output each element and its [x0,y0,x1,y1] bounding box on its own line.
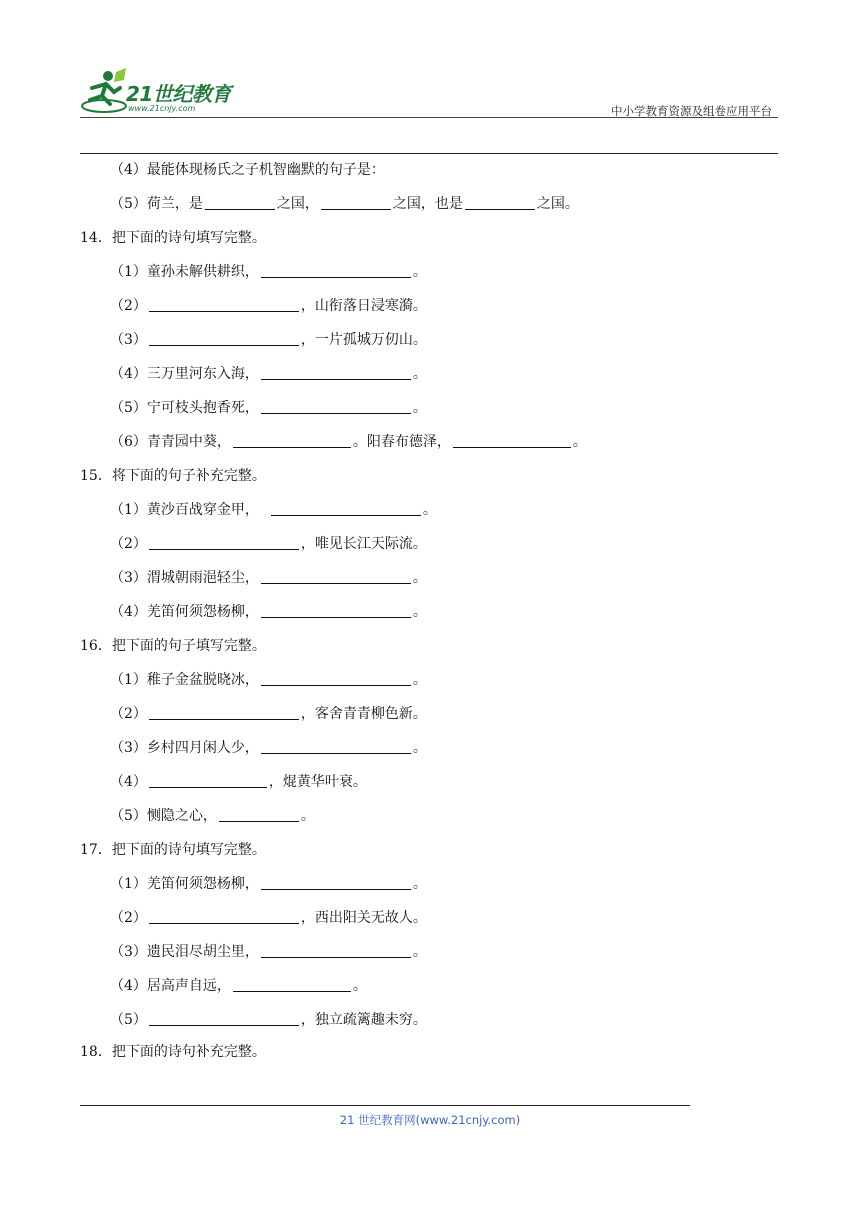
item-number: （5） [110,400,147,416]
answer-blank[interactable] [149,295,299,312]
item-number: （1） [110,672,147,688]
question-item [110,362,427,386]
question-number: 17． [80,842,112,858]
item-text: 。 [422,502,437,518]
item-text: 。阳春布德泽， [352,434,451,450]
question-number: 15． [80,468,112,484]
footer-divider [80,1105,690,1106]
question-heading [80,838,266,862]
answer-blank[interactable] [149,703,299,720]
answer-blank[interactable] [261,363,411,380]
item-text: 渭城朝雨浥轻尘， [146,570,259,586]
answer-blank[interactable] [261,737,411,754]
platform-title: 中小学教育资源及组卷应用平台 [611,104,772,118]
question-heading [80,1040,266,1064]
item-number: （5） [110,1012,147,1028]
item-text: 乡村四月闲人少， [146,740,259,756]
question-text: 把下面的句子填写完整。 [111,638,266,654]
question-item [110,872,427,896]
item-number: （2） [110,706,147,722]
answer-blank[interactable] [233,431,351,448]
page-header [80,66,778,122]
answer-blank[interactable] [149,907,299,924]
site-logo [80,66,250,116]
answer-blank[interactable] [261,397,411,414]
item-number: （1） [110,876,147,892]
item-text: ，独立疏篱趣未穷。 [300,1012,427,1028]
question-item [110,192,579,216]
question-heading [80,634,266,658]
item-number: （5） [110,196,147,212]
question-item [110,294,427,318]
item-text: ，客舍青青柳色新。 [300,706,427,722]
item-number: （4） [110,774,147,790]
item-number: （1） [110,502,147,518]
header-divider [80,117,778,118]
question-number: 14． [80,230,112,246]
answer-blank[interactable] [271,499,421,516]
answer-blank[interactable] [233,975,351,992]
question-item [110,430,587,454]
question-item [110,668,427,692]
question-item [110,940,427,964]
item-text: ，山衔落日浸寒漪。 [300,298,427,314]
question-item [110,328,427,352]
item-text: 荷兰，是 [146,196,203,212]
question-item [110,498,437,522]
item-text: 。 [572,434,587,450]
item-text: 三万里河东入海， [146,366,259,382]
item-number: （4） [110,604,147,620]
item-text: 。 [412,604,427,620]
item-text: 童孙未解供耕织， [146,264,259,280]
item-text: ，唯见长江天际流。 [300,536,427,552]
question-item [110,974,367,998]
item-number: （3） [110,944,147,960]
question-item [110,736,427,760]
answer-blank[interactable] [453,431,571,448]
answer-blank[interactable] [205,193,275,210]
item-number: （3） [110,740,147,756]
question-item [110,566,427,590]
answer-blank[interactable] [261,873,411,890]
item-text: 羌笛何须怨杨柳， [146,604,259,620]
item-text: 。 [412,366,427,382]
runner-icon [80,66,128,116]
answer-blank[interactable] [261,941,411,958]
item-text: ，西出阳关无故人。 [300,910,427,926]
question-item [110,1008,427,1032]
question-item [110,158,385,182]
answer-blank[interactable] [261,567,411,584]
footer-link[interactable]: 21 世纪教育网(www.21cnjy.com) [339,1113,521,1127]
item-text: 最能体现杨氏之子机智幽默的句子是： [146,162,385,178]
answer-blank[interactable] [219,805,299,822]
item-text: 。 [412,400,427,416]
logo-url: www.21cnjy.com [128,104,196,113]
item-number: （2） [110,298,147,314]
item-text: 遗民泪尽胡尘里， [146,944,259,960]
question-text: 把下面的诗句填写完整。 [111,230,266,246]
question-item [110,770,367,794]
question-item [110,906,427,930]
question-text: 将下面的句子补充完整。 [111,468,266,484]
item-text: 之国。 [536,196,579,212]
item-text: ，一片孤城万仞山。 [300,332,427,348]
item-number: （6） [110,434,147,450]
question-heading [80,226,266,250]
item-text: 青青园中葵， [146,434,231,450]
item-text: 。 [352,978,367,994]
question-item [110,804,315,828]
answer-blank[interactable] [321,193,391,210]
item-text: 之国，也是 [392,196,463,212]
answer-blank[interactable] [149,329,299,346]
item-text: 宁可枝头抱香死， [146,400,259,416]
question-item [110,532,427,556]
content-top-divider [80,153,778,154]
item-text: 。 [412,876,427,892]
item-text: 之国， [276,196,319,212]
answer-blank[interactable] [149,771,267,788]
answer-blank[interactable] [465,193,535,210]
item-number: （4） [110,978,147,994]
item-text: 。 [412,944,427,960]
item-number: （4） [110,162,147,178]
item-text: 恻隐之心， [146,808,217,824]
question-item [110,260,427,284]
item-text: 。 [412,570,427,586]
answer-blank[interactable] [149,1009,299,1026]
item-number: （1） [110,264,147,280]
item-text: 。 [412,740,427,756]
item-number: （3） [110,570,147,586]
item-text: 。 [412,264,427,280]
answer-blank[interactable] [261,601,411,618]
item-number: （3） [110,332,147,348]
question-item [110,396,427,420]
item-number: （2） [110,536,147,552]
question-number: 18． [80,1044,112,1060]
item-number: （2） [110,910,147,926]
item-number: （4） [110,366,147,382]
question-text: 把下面的诗句填写完整。 [111,842,266,858]
logo-text: 21世纪教育 [126,82,231,106]
item-text: 稚子金盆脱晓冰， [146,672,259,688]
answer-blank[interactable] [149,533,299,550]
item-text: 黄沙百战穿金甲， [146,502,259,518]
item-text: 。 [300,808,315,824]
question-heading [80,464,266,488]
question-item [110,600,427,624]
item-text: 居高声自远， [146,978,231,994]
answer-blank[interactable] [261,669,411,686]
question-text: 把下面的诗句补充完整。 [111,1044,266,1060]
answer-blank[interactable] [261,261,411,278]
item-text: 。 [412,672,427,688]
question-item [110,702,427,726]
item-number: （5） [110,808,147,824]
item-text: 羌笛何须怨杨柳， [146,876,259,892]
question-number: 16． [80,638,112,654]
item-text: ，焜黄华叶衰。 [268,774,367,790]
